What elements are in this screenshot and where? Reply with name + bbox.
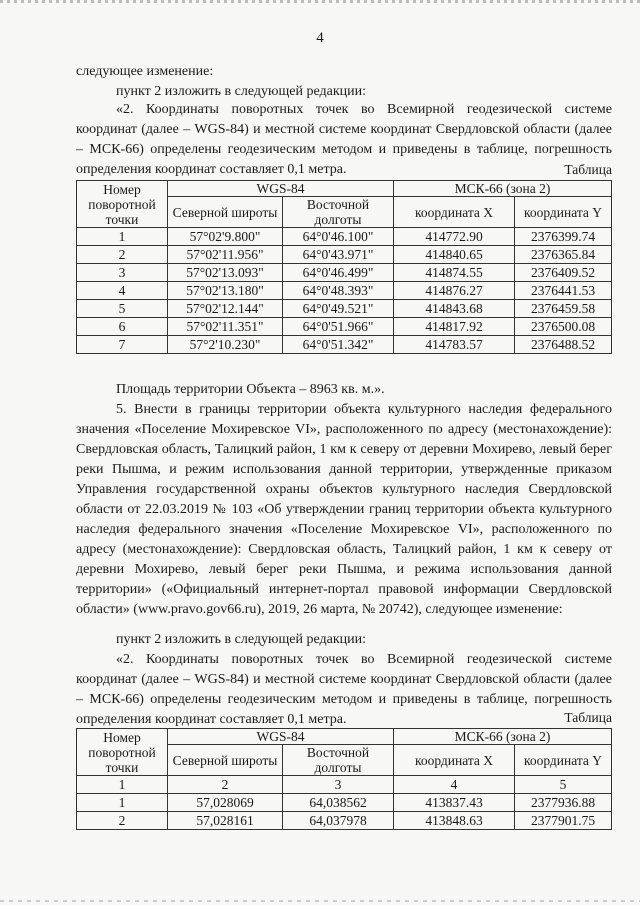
cell-point-number: 1 bbox=[77, 228, 168, 246]
header-coord-y: координата Y bbox=[515, 745, 612, 776]
cell-coord-x: 414817.92 bbox=[394, 318, 515, 336]
cell-point-number: 4 bbox=[77, 282, 168, 300]
table-caption-1: Таблица bbox=[564, 162, 612, 177]
header-wgs84: WGS-84 bbox=[168, 181, 394, 197]
cell-point-number: 3 bbox=[77, 264, 168, 282]
cell-latitude: 57°02'12.144" bbox=[168, 300, 283, 318]
cell-latitude: 57,028069 bbox=[168, 794, 283, 812]
header-coord-x: координата X bbox=[394, 197, 515, 228]
header-longitude: Восточной долготы bbox=[283, 745, 394, 776]
cell-longitude: 64°0'43.971" bbox=[283, 246, 394, 264]
table-row bbox=[77, 336, 612, 354]
cell-point-number: 5 bbox=[77, 300, 168, 318]
cell-coord-x: 414772.90 bbox=[394, 228, 515, 246]
cell-point-number: 1 bbox=[77, 794, 168, 812]
paragraph-point2-edit-2: пункт 2 изложить в следующей редакции: bbox=[116, 632, 366, 647]
table-row bbox=[77, 812, 612, 830]
cell-latitude: 57°02'13.093" bbox=[168, 264, 283, 282]
column-number: 5 bbox=[515, 776, 612, 794]
cell-point-number: 7 bbox=[77, 336, 168, 354]
cell-latitude: 57°02'11.351" bbox=[168, 318, 283, 336]
cell-point-number: 2 bbox=[77, 812, 168, 830]
header-latitude: Северной широты bbox=[168, 197, 283, 228]
table-row bbox=[77, 264, 612, 282]
header-longitude: Восточной долготы bbox=[283, 197, 394, 228]
cell-coord-y: 2376488.52 bbox=[515, 336, 612, 354]
scan-edge-top bbox=[0, 0, 640, 3]
cell-latitude: 57°02'11.956" bbox=[168, 246, 283, 264]
column-number: 3 bbox=[283, 776, 394, 794]
table-caption-2: Таблица bbox=[564, 710, 612, 725]
column-number: 4 bbox=[394, 776, 515, 794]
header-msk66: МСК-66 (зона 2) bbox=[394, 181, 612, 197]
cell-coord-x: 414843.68 bbox=[394, 300, 515, 318]
paragraph-item5: 5. Внести в границы территории объекта культурного наследия федерального значения «Поселение Мохиревское VI», расположенного по адресу (местонахождение): Свердловская область, Талицкий район, 1 км к северу от деревни Мохирево, левый берег реки Пышма, и режим использования данной территории, утвержденные приказом Управления государственной охраны объектов культурного наследия Свердловской области от 22.03.2019 № 103 «Об утверждении границ территории объекта культурного наследия федерального значения «Поселение Мохиревское VI», расположенного по адресу (местонахождение): Свердловская область, Талицкий район, 1 км к северу от деревни Мохирево, левый берег реки Пышма, и режима использования данной территории» («Официальный интернет-портал правовой информации Свердловской области» (www.pravo.gov66.ru), 2019, 26 марта, № 20742), следующее изменение: bbox=[76, 402, 612, 617]
column-number: 2 bbox=[168, 776, 283, 794]
cell-longitude: 64°0'51.342" bbox=[283, 336, 394, 354]
column-numbering-row bbox=[77, 776, 612, 794]
cell-coord-x: 414874.55 bbox=[394, 264, 515, 282]
header-msk66: МСК-66 (зона 2) bbox=[394, 729, 612, 745]
table-row bbox=[77, 318, 612, 336]
paragraph-coordinates-note: «2. Координаты поворотных точек во Всемирной геодезической системе координат (далее – WGS-84) и местной системе координат Свердловской области (далее – МСК-66) определены геодезическим методом и приведены в таблице, погрешность определения координат составляет 0,1 метра. bbox=[76, 102, 612, 177]
cell-coord-y: 2377936.88 bbox=[515, 794, 612, 812]
cell-coord-y: 2376500.08 bbox=[515, 318, 612, 336]
table-row bbox=[77, 794, 612, 812]
cell-coord-y: 2376399.74 bbox=[515, 228, 612, 246]
header-point-number: Номер поворотной точки bbox=[77, 729, 168, 776]
cell-latitude: 57°02'9.800" bbox=[168, 228, 283, 246]
table-row bbox=[77, 228, 612, 246]
cell-coord-x: 414783.57 bbox=[394, 336, 515, 354]
cell-coord-x: 414876.27 bbox=[394, 282, 515, 300]
paragraph-change-intro: следующее изменение: bbox=[76, 64, 214, 79]
cell-latitude: 57°2'10.230" bbox=[168, 336, 283, 354]
cell-coord-y: 2377901.75 bbox=[515, 812, 612, 830]
table-row bbox=[77, 282, 612, 300]
cell-coord-y: 2376365.84 bbox=[515, 246, 612, 264]
cell-coord-x: 414840.65 bbox=[394, 246, 515, 264]
cell-longitude: 64,037978 bbox=[283, 812, 394, 830]
cell-point-number: 6 bbox=[77, 318, 168, 336]
header-latitude: Северной широты bbox=[168, 745, 283, 776]
paragraph-coordinates-note-2: «2. Координаты поворотных точек во Всемирной геодезической системе координат (далее – WGS-84) и местной системе координат Свердловской области (далее – МСК-66) определены геодезическим методом и приведены в таблице, погрешность определения координат составляет 0,1 метра. bbox=[76, 652, 612, 727]
coordinates-table-2 bbox=[76, 728, 612, 830]
paragraph-area: Площадь территории Объекта – 8963 кв. м.». bbox=[116, 382, 385, 397]
cell-coord-y: 2376459.58 bbox=[515, 300, 612, 318]
paragraph-point2-edit: пункт 2 изложить в следующей редакции: bbox=[116, 84, 366, 99]
cell-longitude: 64°0'46.499" bbox=[283, 264, 394, 282]
cell-coord-y: 2376441.53 bbox=[515, 282, 612, 300]
cell-longitude: 64°0'48.393" bbox=[283, 282, 394, 300]
cell-coord-y: 2376409.52 bbox=[515, 264, 612, 282]
cell-longitude: 64°0'46.100" bbox=[283, 228, 394, 246]
cell-latitude: 57°02'13.180" bbox=[168, 282, 283, 300]
scan-edge-bottom bbox=[0, 900, 640, 902]
cell-longitude: 64°0'51.966" bbox=[283, 318, 394, 336]
coordinates-table-1 bbox=[76, 180, 612, 354]
page-number: 4 bbox=[316, 30, 324, 46]
cell-coord-x: 413837.43 bbox=[394, 794, 515, 812]
cell-coord-x: 413848.63 bbox=[394, 812, 515, 830]
header-point-number: Номер поворотной точки bbox=[77, 181, 168, 228]
cell-longitude: 64°0'49.521" bbox=[283, 300, 394, 318]
table-row bbox=[77, 300, 612, 318]
cell-point-number: 2 bbox=[77, 246, 168, 264]
header-coord-x: координата X bbox=[394, 745, 515, 776]
header-coord-y: координата Y bbox=[515, 197, 612, 228]
cell-longitude: 64,038562 bbox=[283, 794, 394, 812]
header-wgs84: WGS-84 bbox=[168, 729, 394, 745]
cell-latitude: 57,028161 bbox=[168, 812, 283, 830]
table-row bbox=[77, 246, 612, 264]
column-number: 1 bbox=[77, 776, 168, 794]
